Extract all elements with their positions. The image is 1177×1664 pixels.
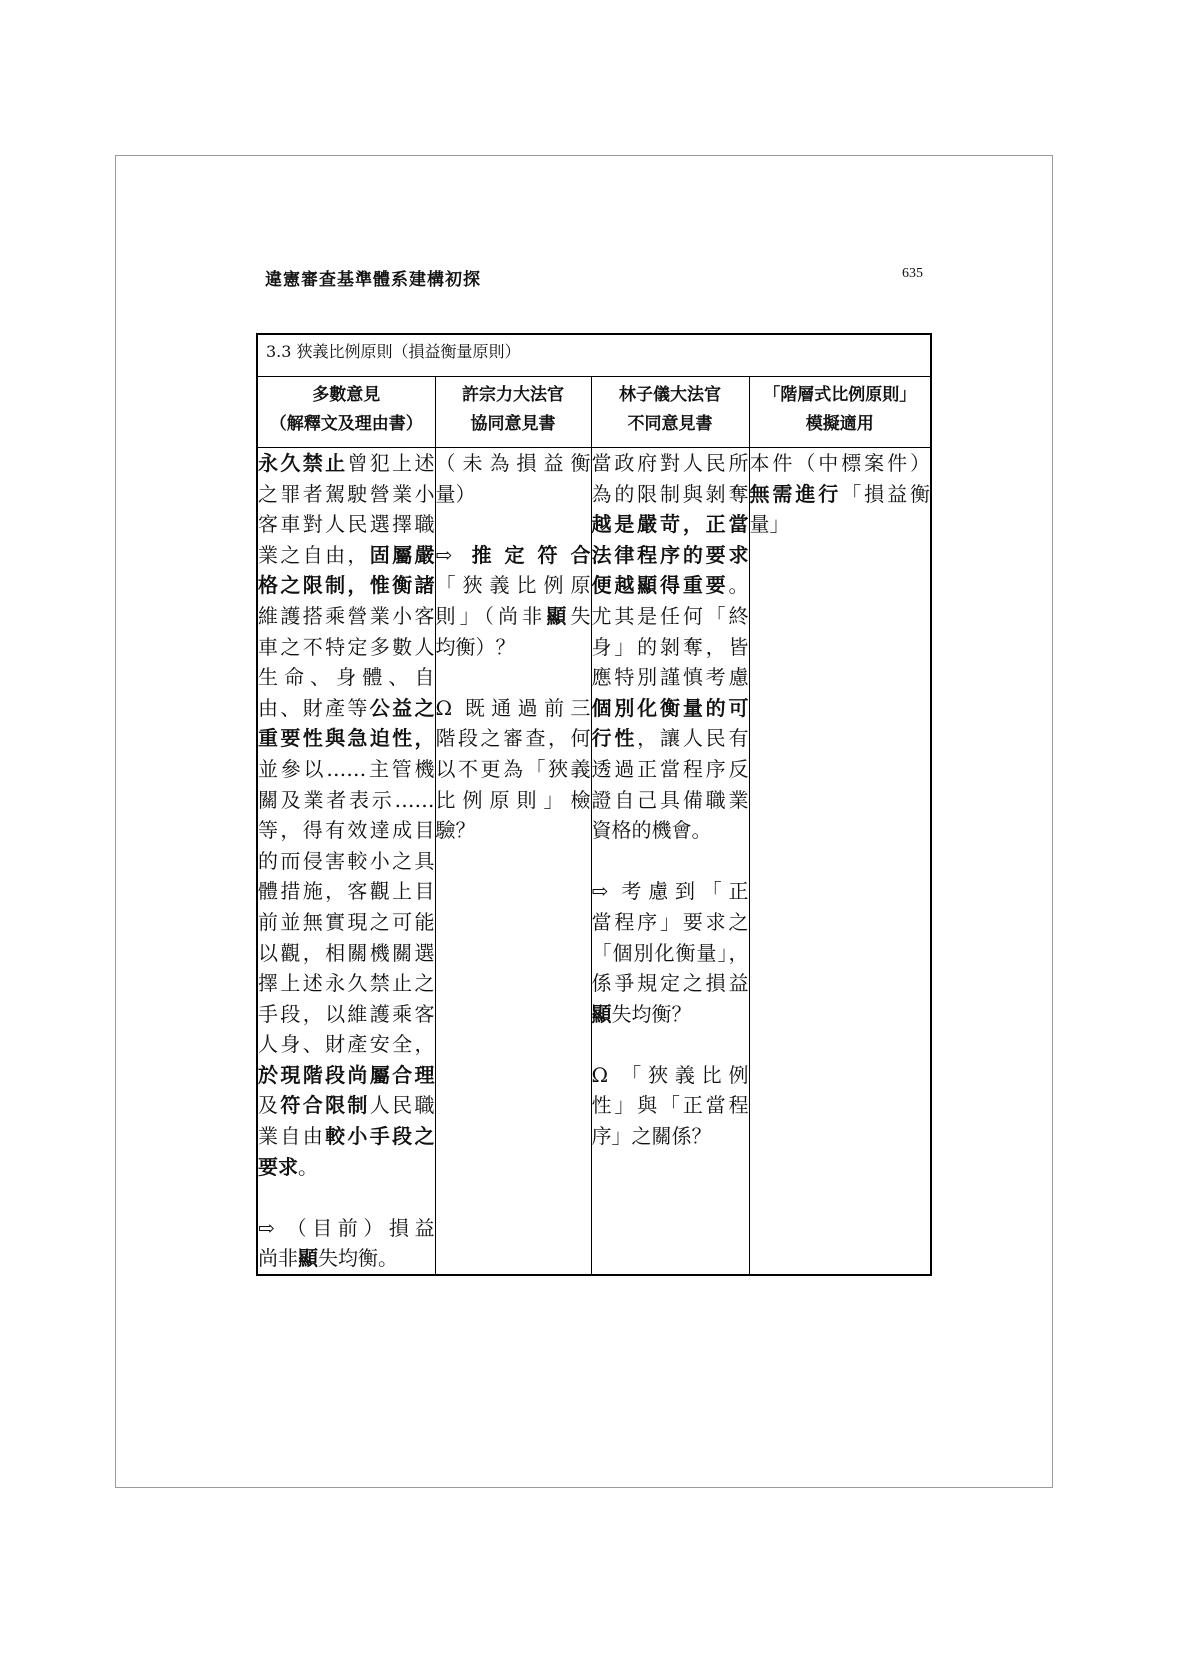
header-tiered-proportionality: 「階層式比例原則」 模擬適用	[749, 377, 931, 448]
header-majority: 多數意見 （解釋文及理由書）	[257, 377, 435, 448]
page-number: 635	[902, 266, 923, 281]
table-header-row	[257, 377, 931, 448]
header-lin-dissenting: 林子儀大法官 不同意見書	[591, 377, 749, 448]
majority-opinion-cell: 永久禁止曾犯上述 之罪者駕駛營業小 客車對人民選擇職 業之自由，固屬嚴 格之限制，惟衡諸 維護搭乘營業小客 車之不特定多數人 生命、身體、自 由、財產等公益之 重要性與急迫性， 並參以……主管機 關及業者表示…… 等，得有效達成目 的而侵害較小之具 體措施，客觀上目 前並無實現之可能 以觀，相關機關選 擇上述永久禁止之 手段，以維護乘客 人身、財產安全， 於現階段尚屬合理 及符合限制人民職 業自由較小手段之 要求。 ⇨ （目前）損益 尚非顯失均衡。	[257, 448, 435, 1276]
hsu-concurring-cell: （未為損益衡 量） ⇨ 推定符合 「狹義比例原 則」（尚非顯失 均衡）？ Ω 既通過前三 階段之審查，何 以不更為「狹義 比例原則」檢 驗？	[435, 448, 591, 1276]
table-title: 3.3 狹義比例原則（損益衡量原則）	[257, 334, 931, 377]
comparison-table	[256, 333, 932, 1276]
table-body-row	[257, 448, 931, 1276]
header-hsu-concurring: 許宗力大法官 協同意見書	[435, 377, 591, 448]
running-head: 違憲審查基準體系建構初探	[265, 270, 481, 290]
lin-dissenting-cell: 當政府對人民所 為的限制與剝奪 越是嚴苛，正當 法律程序的要求 便越顯得重要。 尤其是任何「終 身」的剝奪，皆 應特別謹慎考慮 個別化衡量的可 行性，讓人民有 透過正當程序反 證自己具備職業 資格的機會。 ⇨ 考慮到「正 當程序」要求之 「個別化衡量」， 係爭規定之損益 顯失均衡？ Ω 「狹義比例 性」與「正當程 序」之關係？	[591, 448, 749, 1276]
table-title-row	[257, 334, 931, 377]
tiered-proportionality-cell: 本件（中標案件） 無需進行「損益衡 量」	[749, 448, 931, 1276]
